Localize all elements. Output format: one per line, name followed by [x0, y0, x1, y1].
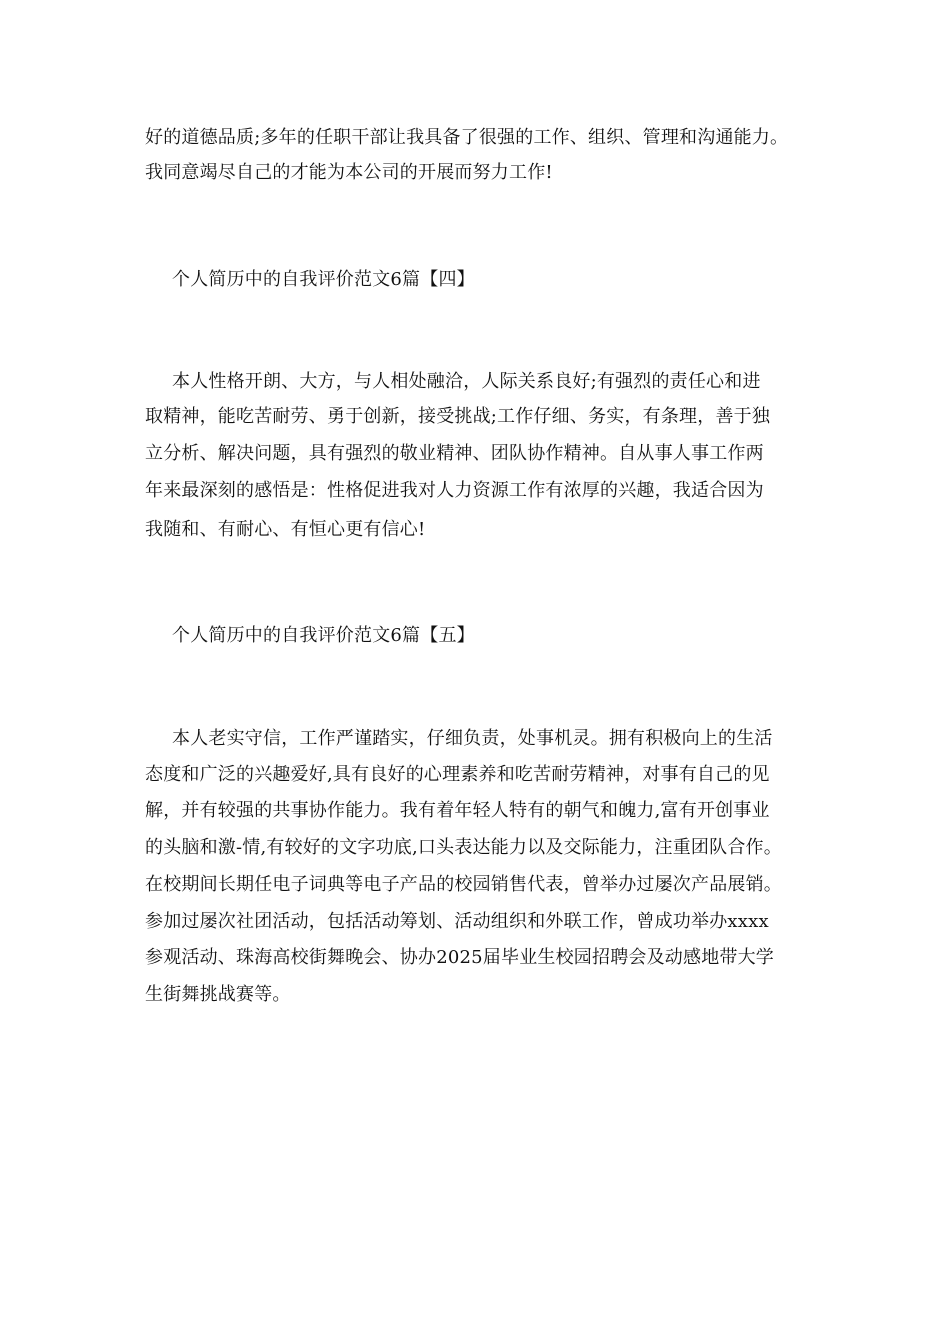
section5-paragraph-line-5: 在校期间长期任电子词典等电子产品的校园销售代表，曾举办过屡次产品展销。 [145, 874, 782, 895]
section5-paragraph-line-3: 解，并有较强的共事协作能力。我有着年轻人特有的朝气和魄力,富有开创事业 [145, 800, 770, 821]
continuation-line-1: 好的道德品质;多年的任职干部让我具备了很强的工作、组织、管理和沟通能力。 [145, 127, 789, 148]
section-heading-5: 个人简历中的自我评价范文6篇【五】 [172, 625, 475, 646]
section4-paragraph-line-3: 立分析、解决问题，具有强烈的敬业精神、团队协作精神。自从事人事工作两 [145, 443, 764, 464]
section5-paragraph-line-6: 参加过屡次社团活动，包括活动筹划、活动组织和外联工作，曾成功举办xxxx [145, 911, 769, 932]
section-heading-4: 个人简历中的自我评价范文6篇【四】 [172, 269, 475, 290]
continuation-line-2: 我同意竭尽自己的才能为本公司的开展而努力工作! [145, 162, 553, 183]
section5-paragraph-line-7: 参观活动、珠海高校街舞晚会、协办2025届毕业生校园招聘会及动感地带大学 [145, 947, 775, 968]
section4-paragraph-line-1: 本人性格开朗、大方，与人相处融洽，人际关系良好;有强烈的责任心和进 [172, 371, 761, 392]
section4-paragraph-line-5: 我随和、有耐心、有恒心更有信心! [145, 519, 426, 540]
section5-paragraph-line-8: 生街舞挑战赛等。 [145, 984, 291, 1005]
section5-paragraph-line-4: 的头脑和激-情,有较好的文字功底,口头表达能力以及交际能力，注重团队合作。 [145, 837, 782, 858]
section5-paragraph-line-1: 本人老实守信，工作严谨踏实，仔细负责，处事机灵。拥有积极向上的生活 [172, 728, 773, 749]
section5-paragraph-line-2: 态度和广泛的兴趣爱好,具有良好的心理素养和吃苦耐劳精神，对事有自己的见 [145, 764, 770, 785]
section4-paragraph-line-4: 年来最深刻的感悟是：性格促进我对人力资源工作有浓厚的兴趣，我适合因为 [145, 480, 764, 501]
section4-paragraph-line-2: 取精神，能吃苦耐劳、勇于创新，接受挑战;工作仔细、务实，有条理，善于独 [145, 406, 771, 427]
